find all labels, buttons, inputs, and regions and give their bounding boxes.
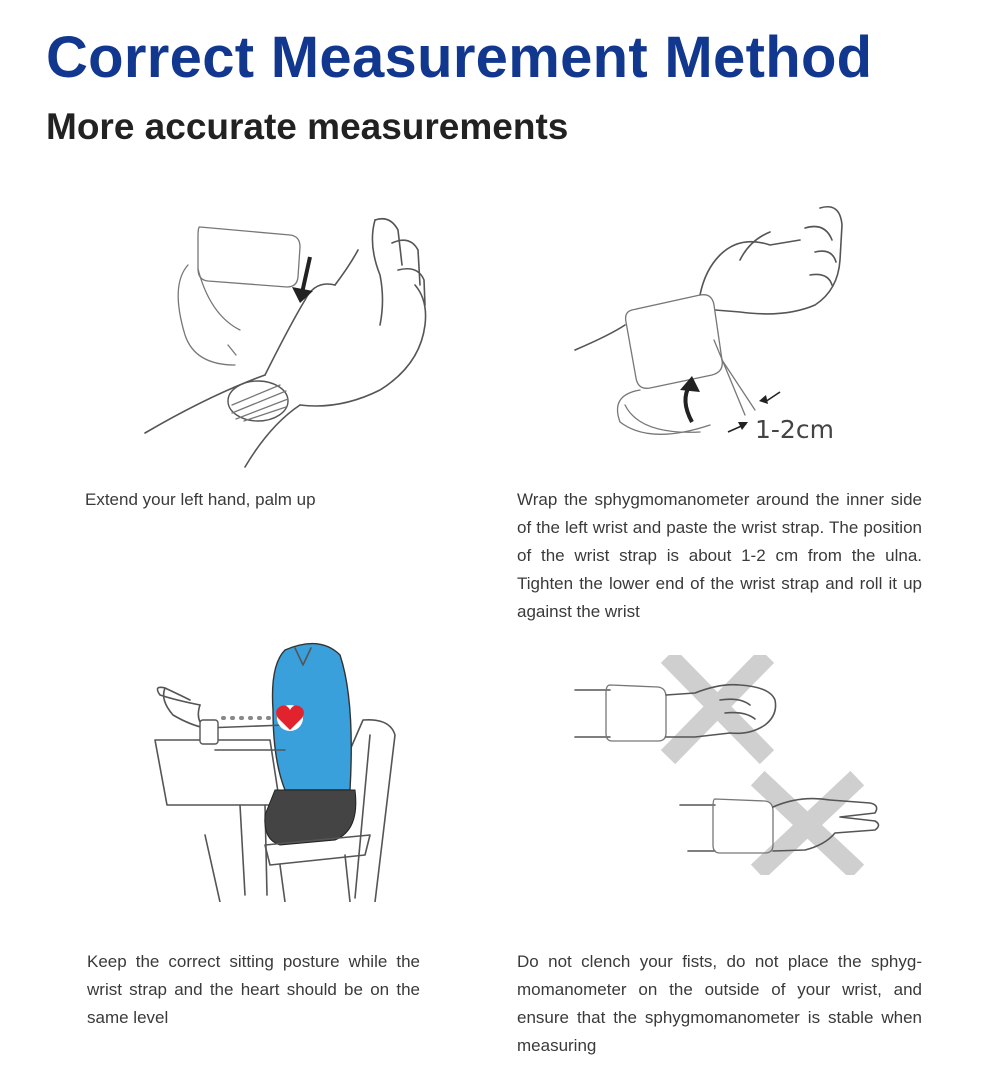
page-subtitle: More accurate measurements xyxy=(46,106,569,147)
cross-mark-icon xyxy=(765,785,850,865)
step-2-caption: Wrap the sphygmomanometer around the inner side of the left wrist and paste the wrist strap. The position of the wrist strap is about 1-2 cm from the ulna. Tighten the lower end of the wrist strap and roll it up against the wrist xyxy=(517,490,922,621)
step-3-caption: Keep the correct sitting posture while the wrist strap and the heart should be on the same level xyxy=(87,952,420,1027)
step-1-caption: Extend your left hand, palm up xyxy=(85,490,316,509)
illustration-incorrect-methods xyxy=(570,655,890,875)
illustration-sitting-posture xyxy=(145,640,405,902)
step-4-caption: Do not clench your fists, do not place the sphyg-momanometer on the outside of your wrist, and ensure that the sphygmomanometer is stable when measuring xyxy=(517,952,922,1055)
illustration-extend-hand xyxy=(140,205,440,475)
distance-label: 1-2cm xyxy=(755,415,834,444)
illustration-wrap-wrist xyxy=(570,200,860,460)
page-title: Correct Measurement Method xyxy=(46,25,873,90)
